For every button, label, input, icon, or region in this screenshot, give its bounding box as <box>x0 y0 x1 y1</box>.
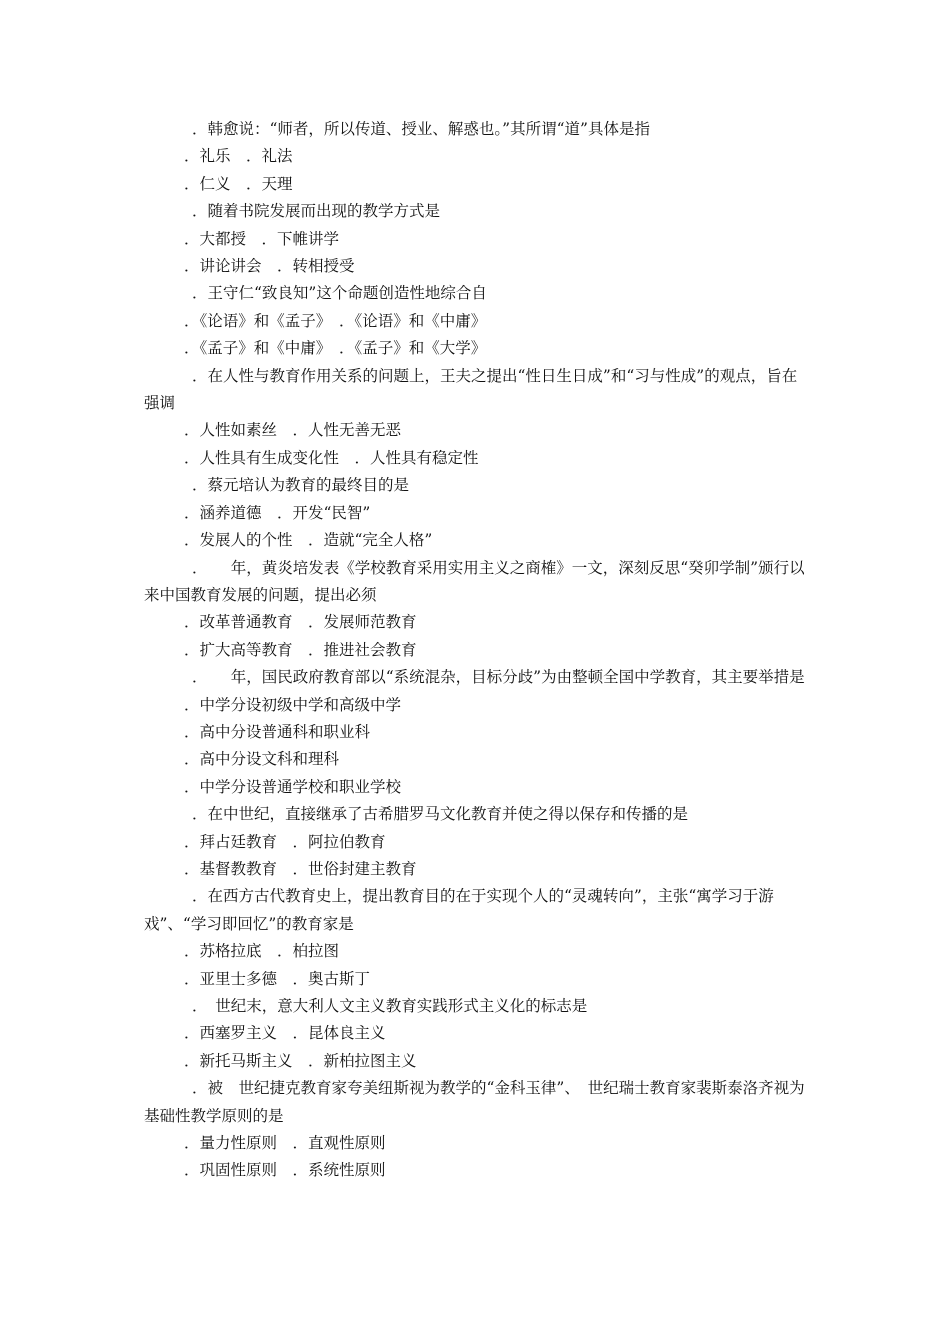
answer-options-line: ．发展人的个性 ．造就“完全人格” <box>184 531 433 550</box>
answer-options-line: ．量力性原则 ．直观性原则 <box>184 1134 386 1153</box>
answer-options-line: ．高中分设文科和理科 <box>184 750 340 769</box>
answer-options-line: ．改革普通教育 ．发展师范教育 <box>184 613 417 632</box>
answer-options-line: ．讲论讲会 ．转相授受 <box>184 257 355 276</box>
answer-options-line: ．涵养道德 ．开发“民智” <box>184 503 371 522</box>
question-text: ． 年，黄炎培发表《学校教育采用实用主义之商榷》一文，深刻反思“癸卯学制”颁行以来中国教育发展的问题，提出必须 <box>144 558 805 604</box>
answer-options-line: ．高中分设普通科和职业科 <box>184 722 371 741</box>
answer-options-line: ．苏格拉底 ．柏拉图 <box>184 942 340 961</box>
answer-options-line: ．《孟子》和《中庸》 ．《孟子》和《大学》 <box>184 339 487 358</box>
question-text: ．在人性与教育作用关系的问题上，王夫之提出“性日生日成”和“习与性成”的观点，旨在强调 <box>144 366 798 413</box>
question-text: ．蔡元培认为教育的最终目的是 <box>192 476 410 495</box>
document-body <box>144 116 810 1185</box>
answer-options-line: ．基督教教育 ．世俗封建主教育 <box>184 859 417 878</box>
question-text: ． 世纪末，意大利人文主义教育实践形式主义化的标志是 <box>192 997 588 1015</box>
question-text: ．在西方古代教育史上，提出教育目的在于实现个人的“灵魂转向”，主张“寓学习于游戏”、“学习即回忆”的教育家是 <box>144 887 774 933</box>
answer-options-line: ．拜占廷教育 ．阿拉伯教育 <box>184 832 386 851</box>
question-text: ．在中世纪，直接继承了古希腊罗马文化教育并使之得以保存和传播的是 <box>192 805 689 824</box>
question-text: ． 年，国民政府教育部以“系统混杂，目标分歧”为由整顿全国中学教育，其主要举措是 <box>192 668 805 687</box>
question-text: ．被 世纪捷克教育家夸美纽斯视为教学的“金科玉律”、 世纪瑞士教育家裴斯泰洛齐视为基础性教学原则的是 <box>144 1079 805 1125</box>
answer-options-line: ．人性如素丝 ．人性无善无恶 <box>184 421 402 440</box>
question-text: ．随着书院发展而出现的教学方式是 <box>192 202 441 221</box>
question-text: ．韩愈说：“师者，所以传道、授业、解惑也。”其所谓“道”具体是指 <box>192 120 650 138</box>
answer-options-line: ．礼乐 ．礼法 <box>184 147 293 166</box>
answer-options-line: ．中学分设普通学校和职业学校 <box>184 777 402 796</box>
question-text: ．王守仁“致良知”这个命题创造性地综合自 <box>192 284 487 303</box>
answer-options-line: ．《论语》和《孟子》 ．《论语》和《中庸》 <box>184 311 487 330</box>
answer-options-line: ．仁义 ．天理 <box>184 174 293 193</box>
answer-options-line: ．巩固性原则 ．系统性原则 <box>184 1161 386 1180</box>
answer-options-line: ．中学分设初级中学和高级中学 <box>184 695 402 714</box>
answer-options-line: ．大都授 ．下帷讲学 <box>184 229 340 248</box>
answer-options-line: ．人性具有生成变化性 ．人性具有稳定性 <box>184 448 479 467</box>
answer-options-line: ．亚里士多德 ．奥古斯丁 <box>184 969 371 988</box>
answer-options-line: ．新托马斯主义 ．新柏拉图主义 <box>184 1051 417 1070</box>
answer-options-line: ．扩大高等教育 ．推进社会教育 <box>184 640 417 659</box>
answer-options-line: ．西塞罗主义 ．昆体良主义 <box>184 1024 386 1043</box>
